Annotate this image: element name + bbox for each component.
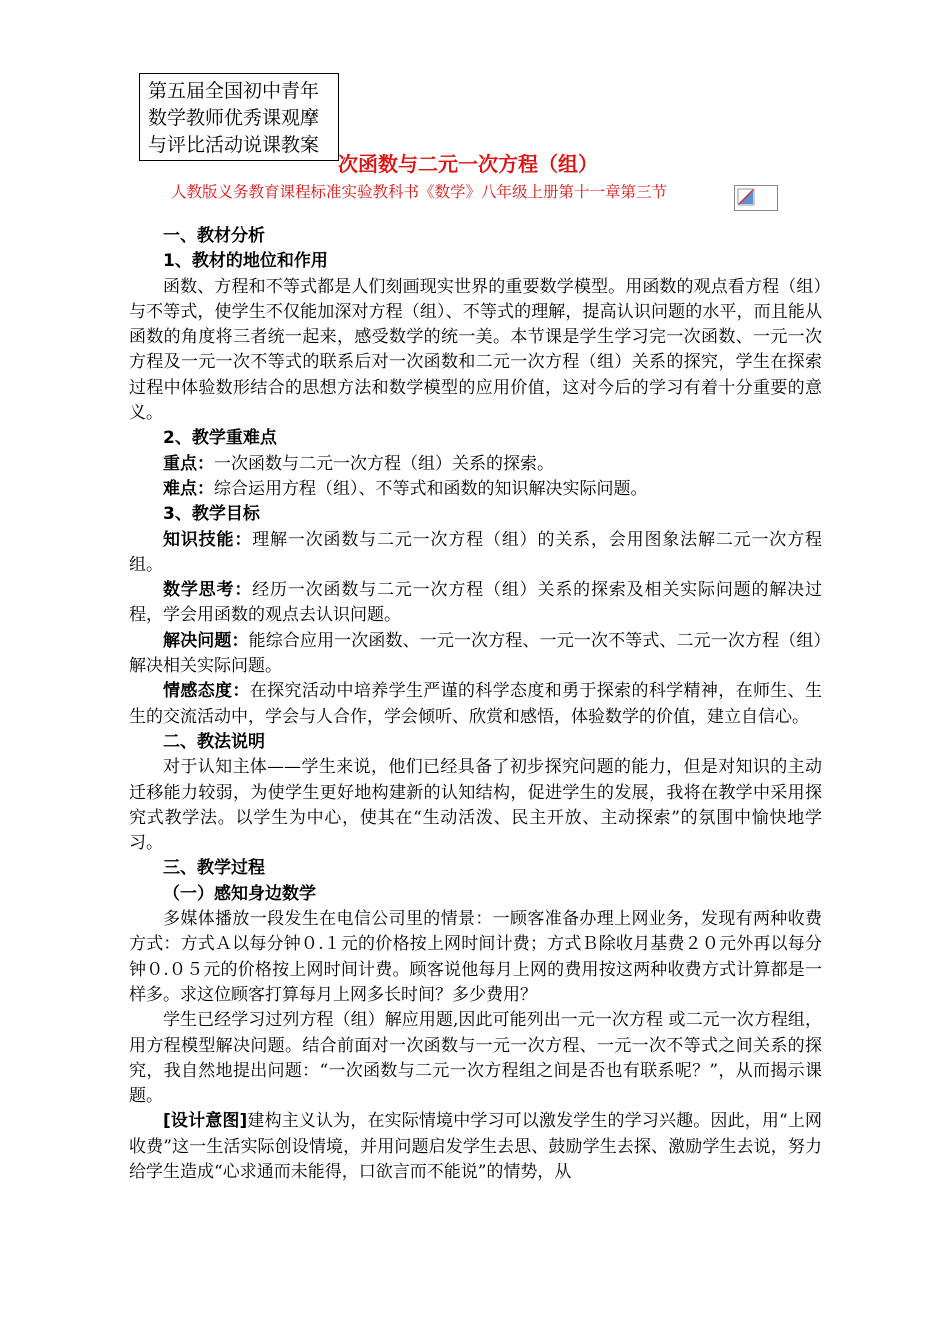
goal-problem-text: 能综合应用一次函数、一元一次方程、一元一次不等式、二元一次方程（组）解决相关实际问题。: [129, 630, 823, 677]
document-subtitle: 人教版义务教育课程标准实验教科书《数学》八年级上册第十一章第三节: [171, 183, 668, 201]
paragraph-teaching-method: 对于认知主体——学生来说，他们已经具备了初步探究问题的能力，但是对知识的主动迁移能力较弱，为使学生更好地构建新的认知结构，促进学生的发展，我将在教学中采用探究式教学法。以学生为中心，使其在“生动活泼、民主开放、主动探索”的氛围中愉快地学习。: [129, 757, 822, 854]
box-line-1: 第五届全国初中青年: [148, 80, 320, 102]
box-line-3: 与评比活动说课教案: [148, 134, 320, 156]
design-intent-label: [设计意图]: [163, 1111, 248, 1132]
goal-thinking-label: 数学思考：: [163, 580, 253, 601]
difficulty-label: 难点：: [163, 478, 214, 499]
paragraph-goal-thinking: [129, 578, 822, 629]
difficulty-text: 综合运用方程（组）、不等式和函数的知识解决实际问题。: [214, 478, 648, 499]
paragraph-introduction: 学生已经学习过列方程（组）解应用题,因此可能列出一元一次方程 或二元一次方程组，用方程模型解决问题。结合前面对一次函数与一元一次方程、一元一次不等式之间关系的探究，我自然地提出问题：“一次函数与二元一次方程组之间是否也有联系呢？”，从而揭示课题。: [129, 1010, 822, 1107]
paragraph-material-role: 函数、方程和不等式都是人们刻画现实世界的重要数学模型。用函数的观点看方程（组）与不等式，使学生不仅能加深对方程（组）、不等式的理解，提高认识问题的水平，而且能从函数的角度将三者统一起来，感受数学的统一美。本节课是学生学习完一次函数、一元一次方程及一元一次不等式的联系后对一次函数和二元一次方程（组）关系的探究，学生在探索过程中体验数形结合的思想方法和数学模型的应用价值，这对今后的学习有着十分重要的意义。: [129, 276, 822, 424]
goal-thinking-text: 经历一次函数与二元一次方程（组）关系的探索及相关实际问题的解决过程，学会用函数的观点去认识问题。: [129, 580, 823, 626]
paragraph-difficulty: [129, 477, 822, 502]
subsection-heading-1-1: 1、教材的地位和作用: [163, 251, 328, 272]
subsection-heading-1-2: 2、教学重难点: [163, 428, 277, 449]
paragraph-key-point: [129, 452, 822, 477]
design-intent-text: 建构主义认为，在实际情境中学习可以激发学生的学习兴趣。因此，用“上网收费”这一生活实际创设情境，并用问题启发学生去思、鼓励学生去探、激励学生去说，努力给学生造成“心求通而未能得，口欲言而不能说”的情势，从: [129, 1111, 822, 1182]
section-heading-3: 三、教学过程: [163, 858, 265, 879]
goal-attitude-text: 在探究活动中培养学生严谨的科学态度和勇于探索的科学精神，在师生、生生的交流活动中，学会与人合作，学会倾听、欣赏和感悟，体验数学的价值，建立自信心。: [129, 681, 823, 727]
goal-knowledge-label: 知识技能：: [163, 529, 253, 550]
paragraph-goal-attitude: [129, 679, 822, 730]
document-body: [129, 224, 822, 1185]
competition-label-box: [139, 73, 339, 161]
subsection-heading-3-1: （一）感知身边数学: [163, 883, 316, 904]
broken-image-icon: [734, 185, 778, 211]
document-title: 次函数与二元一次方程（组）: [338, 152, 598, 176]
key-point-label: 重点：: [163, 453, 214, 474]
paragraph-design-intent: [129, 1109, 822, 1185]
goal-problem-label: 解决问题：: [163, 630, 249, 651]
section-heading-2: 二、教法说明: [163, 731, 265, 752]
goal-attitude-label: 情感态度：: [163, 681, 250, 702]
goal-knowledge-text: 理解一次函数与二元一次方程（组）的关系，会用图象法解二元一次方程组。: [129, 529, 823, 575]
paragraph-scenario: 多媒体播放一段发生在电信公司里的情景：一顾客准备办理上网业务，发现有两种收费方式：方式Ａ以每分钟０.１元的价格按上网时间计费；方式Ｂ除收月基费２０元外再以每分钟０.０５元的价格按上网时间计费。顾客说他每月上网的费用按这两种收费方式计算都是一样多。求这位顾客打算每月上网多长时间？多少费用？: [129, 909, 822, 1005]
key-point-text: 一次函数与二元一次方程（组）关系的探索。: [214, 453, 554, 474]
paragraph-goal-knowledge: [129, 528, 822, 579]
paragraph-goal-problem: [129, 629, 822, 680]
box-line-2: 数学教师优秀课观摩: [148, 107, 320, 129]
section-heading-1: 一、教材分析: [163, 226, 265, 246]
subsection-heading-1-3: 3、教学目标: [163, 504, 260, 525]
